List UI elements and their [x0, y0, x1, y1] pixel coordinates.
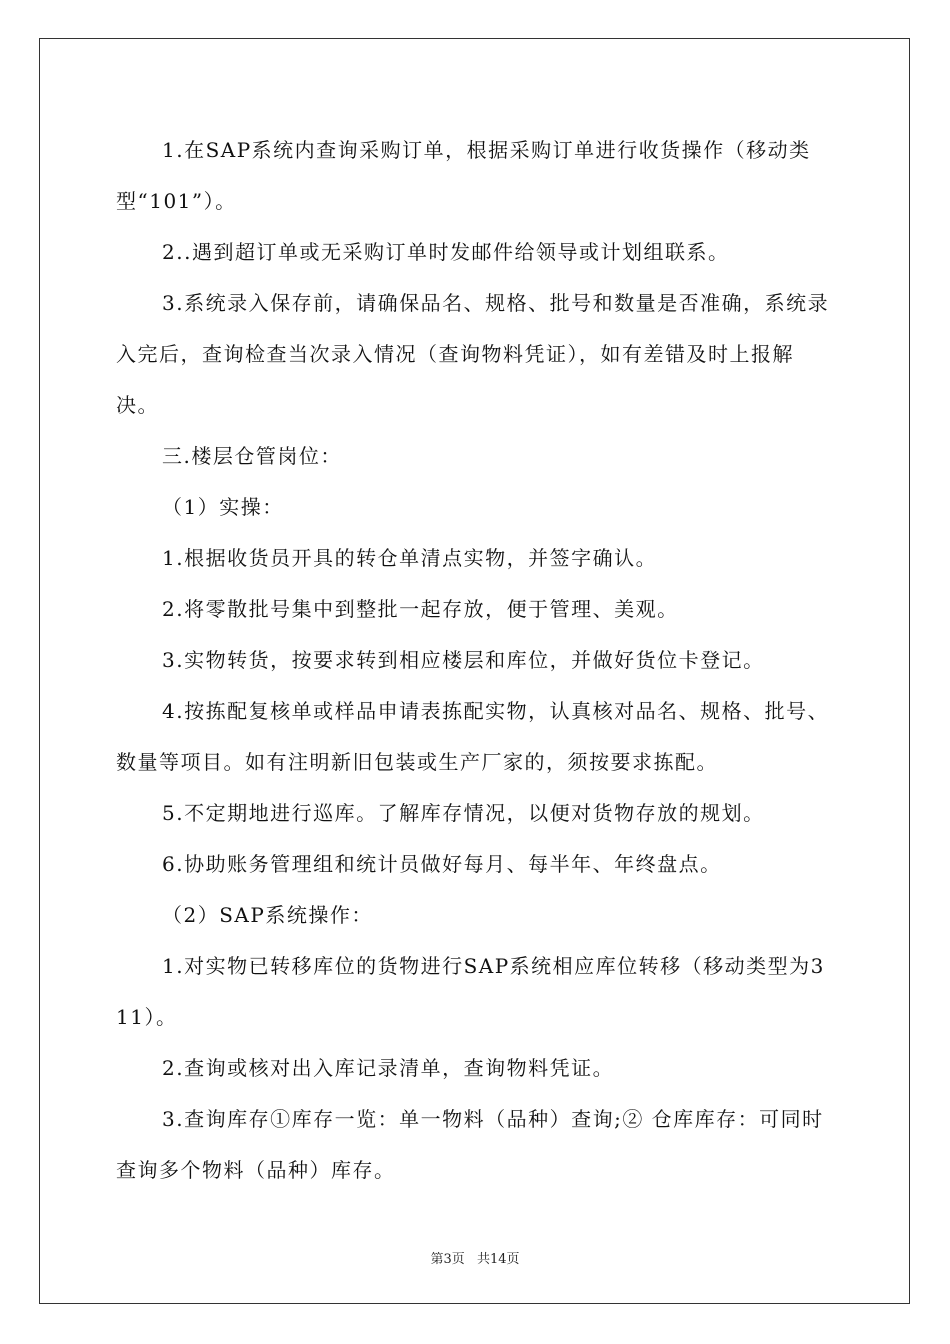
- total-pages: 共14页: [476, 1252, 520, 1267]
- paragraph: 1.在SAP系统内查询采购订单，根据采购订单进行收货操作（移动类型“101”）。: [116, 138, 811, 213]
- document-body: [116, 125, 836, 1196]
- paragraph: 5.不定期地进行巡库。了解库存情况，以便对货物存放的规划。: [162, 801, 765, 825]
- paragraph: 3.系统录入保存前，请确保品名、规格、批号和数量是否准确，系统录入完后，查询检查当次录入情况（查询物料凭证），如有差错及时上报解决。: [116, 291, 830, 417]
- paragraph: 1.根据收货员开具的转仓单清点实物，并签字确认。: [162, 546, 658, 570]
- paragraph: 6.协助账务管理组和统计员做好每月、每半年、年终盘点。: [162, 852, 722, 876]
- paragraph: 4.按拣配复核单或样品申请表拣配实物，认真核对品名、规格、批号、数量等项目。如有注明新旧包装或生产厂家的，须按要求拣配。: [116, 699, 830, 774]
- section-heading: 三.楼层仓管岗位：: [162, 444, 342, 468]
- paragraph: 2.将零散批号集中到整批一起存放，便于管理、美观。: [162, 597, 679, 621]
- paragraph: 2.查询或核对出入库记录清单，查询物料凭证。: [162, 1056, 615, 1080]
- page-footer: [0, 1248, 950, 1267]
- paragraph: 3.实物转货，按要求转到相应楼层和库位，并做好货位卡登记。: [162, 648, 765, 672]
- paragraph: 2..遇到超订单或无采购订单时发邮件给领导或计划组联系。: [162, 240, 730, 264]
- page-number: 第3页: [430, 1252, 465, 1267]
- subsection-heading: （1）实操：: [162, 495, 284, 519]
- paragraph: 1.对实物已转移库位的货物进行SAP系统相应库位转移（移动类型为311）。: [116, 954, 825, 1029]
- subsection-heading: （2）SAP系统操作：: [162, 903, 373, 927]
- paragraph: 3.查询库存①库存一览：单一物料（品种）查询;② 仓库库存：可同时查询多个物料（品种）库存。: [116, 1107, 824, 1182]
